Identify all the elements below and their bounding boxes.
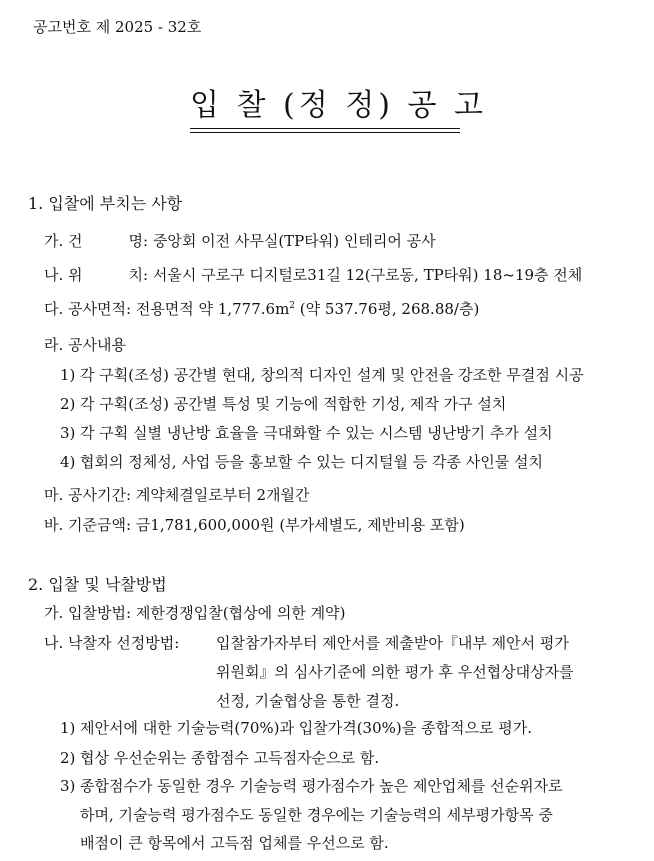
label-project-name-a: 가. 건	[44, 232, 83, 250]
label-bid-method: 가. 입찰방법:	[44, 604, 132, 622]
item-location	[44, 264, 582, 285]
content-item-2: 2) 각 구획(조성) 공간별 특성 및 기능에 적합한 기성, 제작 가구 설치	[60, 395, 507, 413]
label-project-name-b: 명:	[128, 232, 149, 250]
label-selection-method: 나. 낙찰자 선정방법:	[44, 634, 180, 652]
rule-2: 2) 협상 우선순위는 종합점수 고득점자순으로 함.	[60, 749, 380, 767]
label-location-b: 치:	[128, 266, 149, 284]
value-amount: 금1,781,600,000원 (부가세별도, 제반비용 포함)	[135, 516, 465, 534]
value-project-name: 중앙회 이전 사무실(TP타워) 인테리어 공사	[152, 232, 436, 250]
label-amount: 바. 기준금액:	[44, 516, 132, 534]
item-period	[44, 484, 310, 505]
label-content: 라. 공사내용	[44, 336, 126, 354]
rule-3: 3) 종합점수가 동일한 경우 기술능력 평가점수가 높은 제안업체를 선순위자로	[60, 777, 563, 795]
value-area: 전용면적 약 $1,777.6m^2$ (약 537.76평, 268.88/층)	[135, 300, 480, 318]
item-project-name	[44, 230, 436, 251]
content-item-1: 1) 각 구획(조성) 공간별 현대, 창의적 디자인 설계 및 안전을 강조한 무결점 시공	[60, 366, 584, 384]
section-1-heading: 1. 입찰에 부치는 사항	[28, 194, 183, 213]
selection-line-3: 선정, 기술협상을 통한 결정.	[216, 692, 400, 710]
notice-number: 공고번호 제 2025 - 32호	[33, 18, 202, 36]
label-location-a: 나. 위	[44, 266, 83, 284]
item-bid-method	[44, 602, 345, 623]
value-period: 계약체결일로부터 2개월간	[135, 486, 310, 504]
rule-3-line-2: 하며, 기술능력 평가점수도 동일한 경우에는 기술능력의 세부평가항목 중	[80, 806, 553, 824]
label-period: 마. 공사기간:	[44, 486, 132, 504]
rule-3-line-3: 배점이 큰 항목에서 고득점 업체를 우선으로 함.	[80, 834, 389, 852]
rule-1: 1) 제안서에 대한 기술능력(70%)과 입찰가격(30%)을 종합적으로 평가.	[60, 719, 532, 737]
item-amount	[44, 514, 465, 535]
value-bid-method: 제한경쟁입찰(협상에 의한 계약)	[135, 604, 346, 622]
content-item-4: 4) 협회의 정체성, 사업 등을 홍보할 수 있는 디지털월 등 각종 사인물 설치	[60, 453, 543, 471]
item-area	[44, 298, 479, 319]
value-location: 서울시 구로구 디지털로31길 12(구로동, TP타워) 18~19층 전체	[152, 266, 583, 284]
selection-line-2: 위원회』의 심사기준에 의한 평가 후 우선협상대상자를	[216, 663, 574, 681]
label-area: 다. 공사면적:	[44, 300, 132, 318]
page-title: 입 찰 (정 정) 공 고	[190, 80, 460, 129]
selection-line-1: 입찰참가자부터 제안서를 제출받아『내부 제안서 평가	[216, 634, 569, 652]
content-item-3: 3) 각 구획 실별 냉난방 효율을 극대화할 수 있는 시스템 냉난방기 추가 설치	[60, 424, 553, 442]
section-2-heading: 2. 입찰 및 낙찰방법	[28, 575, 167, 594]
